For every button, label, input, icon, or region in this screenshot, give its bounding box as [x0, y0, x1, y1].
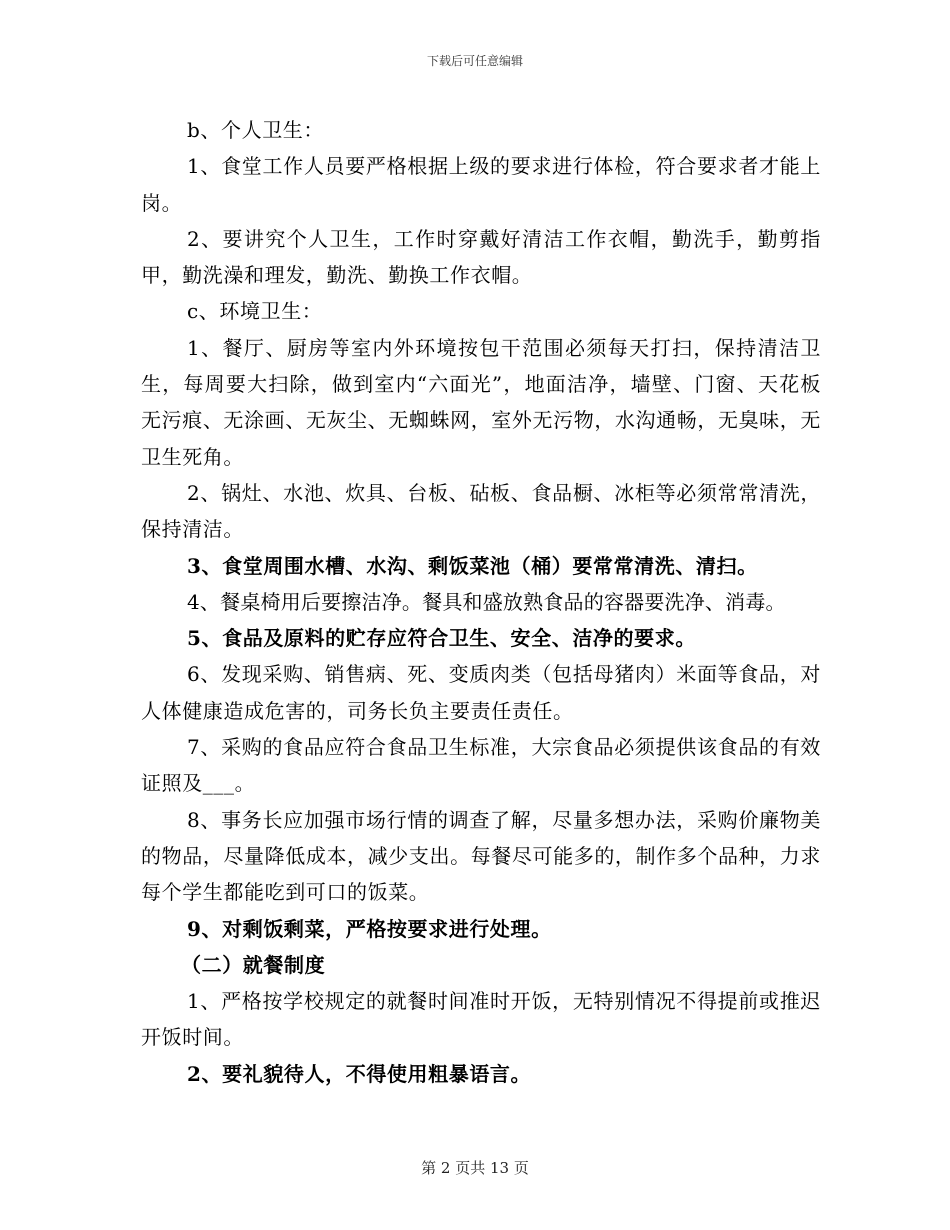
paragraph: 8、事务长应加强市场行情的调查了解，尽量多想办法，采购价廉物美的物品，尽量降低成本，减少支出。每餐尽可能多的，制作多个品种，力求每个学生都能吃到可口的饭菜。: [141, 807, 821, 905]
paragraph-bold: 5、食品及原料的贮存应符合卫生、安全、洁净的要求。: [187, 626, 696, 651]
paragraph: 1、食堂工作人员要严格根据上级的要求进行体检，符合要求者才能上岗。: [141, 154, 821, 215]
paragraph: 2、锅灶、水池、炊具、台板、砧板、食品橱、冰柜等必须常常清洗，保持清洁。: [141, 480, 821, 542]
paragraph: 4、餐桌椅用后要擦洁净。餐具和盛放熟食品的容器要洗净、消毒。: [187, 589, 786, 614]
paragraph: 1、严格按学校规定的就餐时间准时开饭，无特别情况不得提前或推迟开饭时间。: [141, 989, 821, 1050]
section-heading: （二）就餐制度: [181, 952, 326, 977]
document-body: [141, 112, 821, 1092]
paragraph-bold: 9、对剩饭剩菜，严格按要求进行处理。: [187, 916, 552, 941]
paragraph: 7、采购的食品应符合食品卫生标准，大宗食品必须提供该食品的有效证照及___。: [141, 735, 821, 796]
paragraph-bold: 2、要礼貌待人，不得使用粗暴语言。: [187, 1061, 532, 1086]
page-header: 下载后可任意编辑: [426, 54, 523, 68]
paragraph: 2、要讲究个人卫生，工作时穿戴好清洁工作衣帽，勤洗手，勤剪指甲，勤洗澡和理发，勤洗、勤换工作衣帽。: [141, 226, 821, 288]
paragraph: c、环境卫生：: [187, 299, 323, 324]
paragraph: b、个人卫生：: [187, 118, 325, 142]
paragraph-bold: 3、食堂周围水槽、水沟、剩饭菜池（桶）要常常清洗、清扫。: [187, 553, 758, 578]
paragraph: 6、发现采购、销售病、死、变质肉类（包括母猪肉）米面等食品，对人体健康造成危害的，司务长负主要责任责任。: [141, 662, 821, 723]
page-footer: 第 2 页共 13 页: [421, 1159, 529, 1177]
paragraph: 1、餐厅、厨房等室内外环境按包干范围必须每天打扫，保持清洁卫生，每周要大扫除，做到室内“六面光”，地面洁净，墙壁、门窗、天花板无污痕、无涂画、无灰尘、无蜘蛛网，室外无污物，水沟通畅，无臭味，无卫生死角。: [141, 335, 821, 469]
